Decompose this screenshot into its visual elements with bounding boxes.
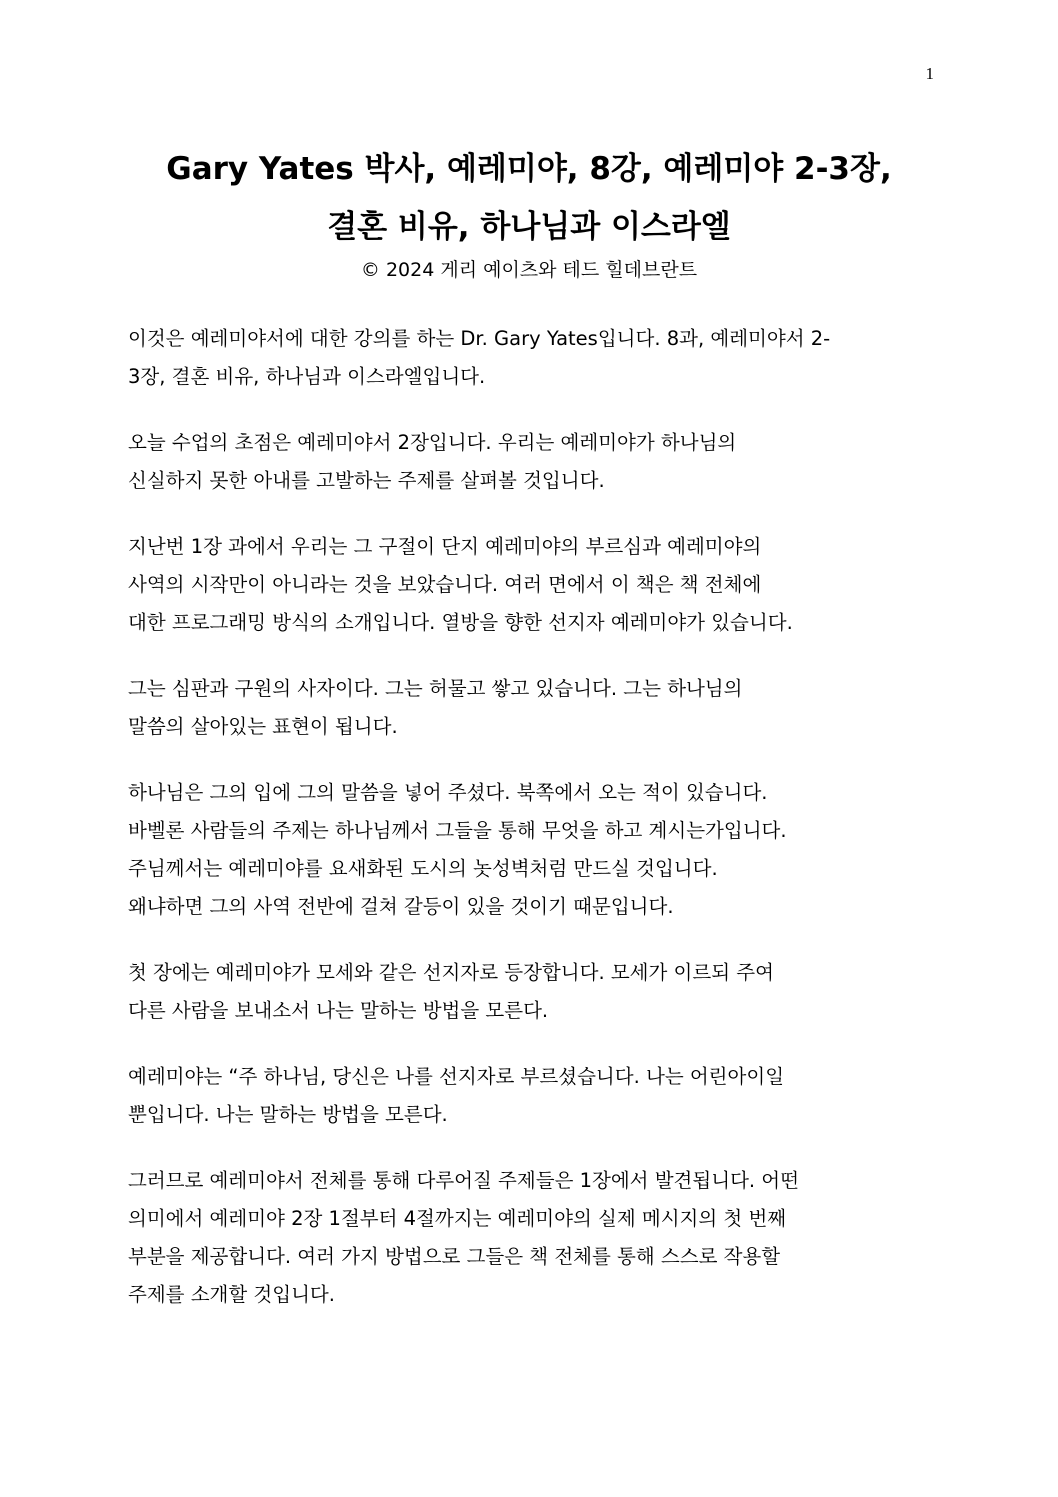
paragraph — [128, 1058, 948, 1134]
text-line: 이것은 예레미야서에 대한 강의를 하는 Dr. Gary Yates입니다. 8과, 예레미야서 2- — [128, 327, 831, 350]
text-line: 그는 심판과 구원의 사자이다. 그는 허물고 쌓고 있습니다. 그는 하나님의 — [128, 677, 743, 700]
text-line: 첫 장에는 예레미야가 모세와 같은 선지자로 등장합니다. 모세가 이르되 주여 — [128, 961, 774, 984]
text-line: 주님께서는 예레미야를 요새화된 도시의 놋성벽처럼 만드실 것입니다. — [128, 857, 718, 880]
paragraph — [128, 320, 948, 396]
paragraph — [128, 1162, 948, 1314]
text-line: 부분을 제공합니다. 여러 가지 방법으로 그들은 책 전체를 통해 스스로 작용할 — [128, 1245, 781, 1268]
text-line: 지난번 1장 과에서 우리는 그 구절이 단지 예레미야의 부르심과 예레미야의 — [128, 535, 762, 558]
title-line: 결혼 비유, 하나님과 이스라엘 — [327, 209, 731, 245]
text-line: 주제를 소개할 것입니다. — [128, 1283, 335, 1306]
document-title — [100, 140, 958, 256]
text-line: 3장, 결혼 비유, 하나님과 이스라엘입니다. — [128, 365, 486, 388]
text-line: 하나님은 그의 입에 그의 말씀을 넣어 주셨다. 북쪽에서 오는 적이 있습니다. — [128, 781, 768, 804]
text-line: 예레미야는 “주 하나님, 당신은 나를 선지자로 부르셨습니다. 나는 어린아이일 — [128, 1065, 785, 1088]
paragraph — [128, 424, 948, 500]
text-line: 신실하지 못한 아내를 고발하는 주제를 살펴볼 것입니다. — [128, 469, 605, 492]
page-number: 1 — [925, 64, 934, 83]
text-line: 오늘 수업의 초점은 예레미야서 2장입니다. 우리는 예레미야가 하나님의 — [128, 431, 737, 454]
document-body — [128, 320, 948, 1342]
text-line: 대한 프로그래밍 방식의 소개입니다. 열방을 향한 선지자 예레미야가 있습니다. — [128, 611, 793, 634]
paragraph — [128, 954, 948, 1030]
text-line: 말씀의 살아있는 표현이 됩니다. — [128, 715, 398, 738]
paragraph — [128, 528, 948, 642]
title-line: Gary Yates 박사, 예레미야, 8강, 예레미야 2-3장, — [166, 151, 892, 187]
text-line: 그러므로 예레미야서 전체를 통해 다루어질 주제들은 1장에서 발견됩니다. 어떤 — [128, 1169, 799, 1192]
text-line: 왜냐하면 그의 사역 전반에 걸쳐 갈등이 있을 것이기 때문입니다. — [128, 895, 674, 918]
text-line: 사역의 시작만이 아니라는 것을 보았습니다. 여러 면에서 이 책은 책 전체에 — [128, 573, 762, 596]
paragraph — [128, 670, 948, 746]
paragraph — [128, 774, 948, 926]
text-line: 다른 사람을 보내소서 나는 말하는 방법을 모른다. — [128, 999, 549, 1022]
text-line: 뿐입니다. 나는 말하는 방법을 모른다. — [128, 1103, 448, 1126]
text-line: 바벨론 사람들의 주제는 하나님께서 그들을 통해 무엇을 하고 계시는가입니다. — [128, 819, 787, 842]
text-line: 의미에서 예레미야 2장 1절부터 4절까지는 예레미야의 실제 메시지의 첫 번째 — [128, 1207, 787, 1230]
copyright-notice: © 2024 게리 예이츠와 테드 힐데브란트 — [360, 259, 698, 281]
